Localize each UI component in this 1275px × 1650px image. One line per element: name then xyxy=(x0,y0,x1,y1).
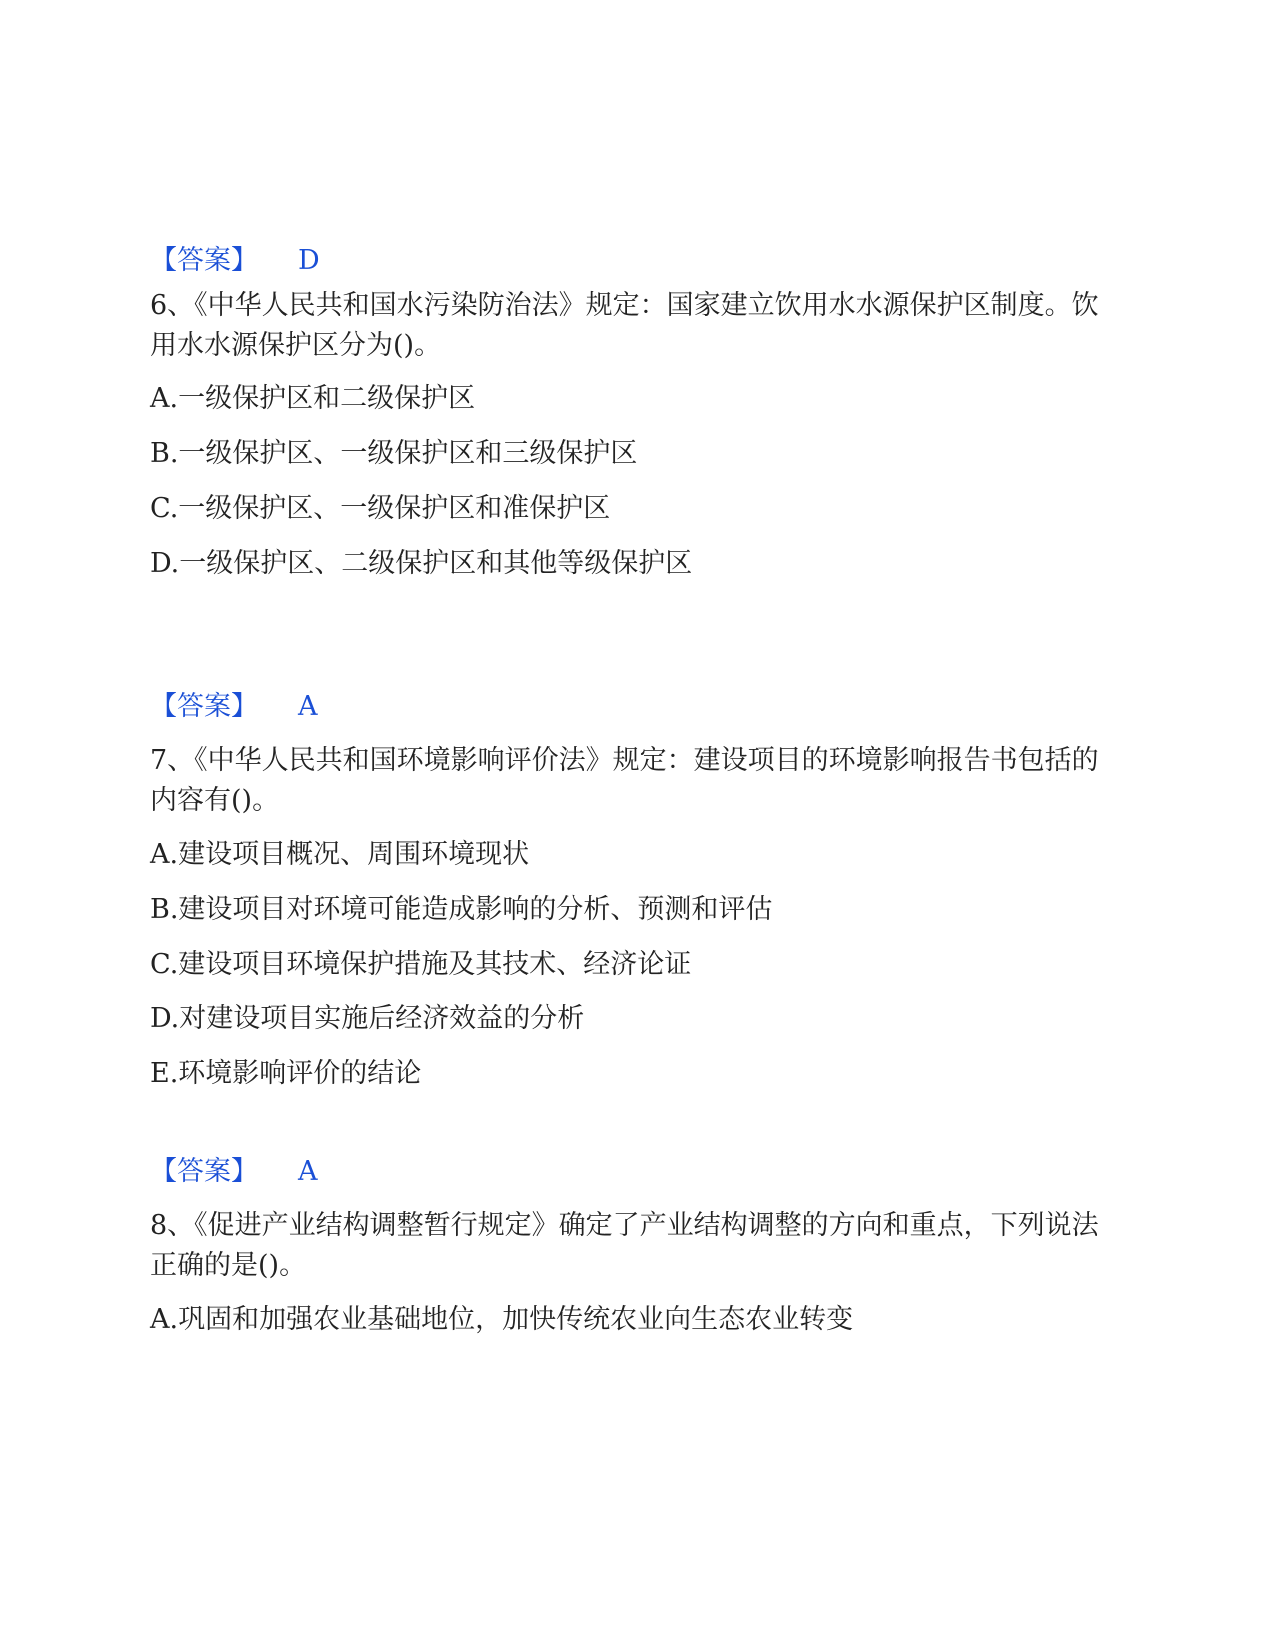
answer-label: 【答案】 xyxy=(150,691,258,722)
answer-line xyxy=(150,1152,318,1192)
question-7-option-a: A.建设项目概况、周围环境现状 xyxy=(150,839,530,870)
answer-value: A xyxy=(298,691,318,722)
answer-label: 【答案】 xyxy=(150,1156,258,1187)
question-7-option-c: C.建设项目环境保护措施及其技术、经济论证 xyxy=(150,949,692,980)
answer-value: A xyxy=(298,1156,318,1187)
question-7-text: 7、《中华人民共和国环境影响评价法》规定：建设项目的环境影响报告书包括的内容有()。 xyxy=(150,745,1099,816)
question-7-option-e: E.环境影响评价的结论 xyxy=(150,1058,422,1089)
question-6-text: 6、《中华人民共和国水污染防治法》规定：国家建立饮用水水源保护区制度。饮用水水源保护区分为()。 xyxy=(150,290,1099,361)
question-8-text: 8、《促进产业结构调整暂行规定》确定了产业结构调整的方向和重点，下列说法正确的是()。 xyxy=(150,1210,1099,1281)
question-6-option-d: D.一级保护区、二级保护区和其他等级保护区 xyxy=(150,548,693,579)
answer-line xyxy=(150,687,318,727)
answer-value: D xyxy=(298,245,320,276)
question-7-option-b: B.建设项目对环境可能造成影响的分析、预测和评估 xyxy=(150,894,773,925)
question-6-option-b: B.一级保护区、一级保护区和三级保护区 xyxy=(150,438,638,469)
question-7-option-d: D.对建设项目实施后经济效益的分析 xyxy=(150,1003,585,1034)
answer-label: 【答案】 xyxy=(150,245,258,276)
question-6-option-a: A.一级保护区和二级保护区 xyxy=(150,383,476,414)
question-8-option-a: A.巩固和加强农业基础地位，加快传统农业向生态农业转变 xyxy=(150,1304,854,1335)
answer-line xyxy=(150,241,320,281)
question-6-option-c: C.一级保护区、一级保护区和准保护区 xyxy=(150,493,611,524)
